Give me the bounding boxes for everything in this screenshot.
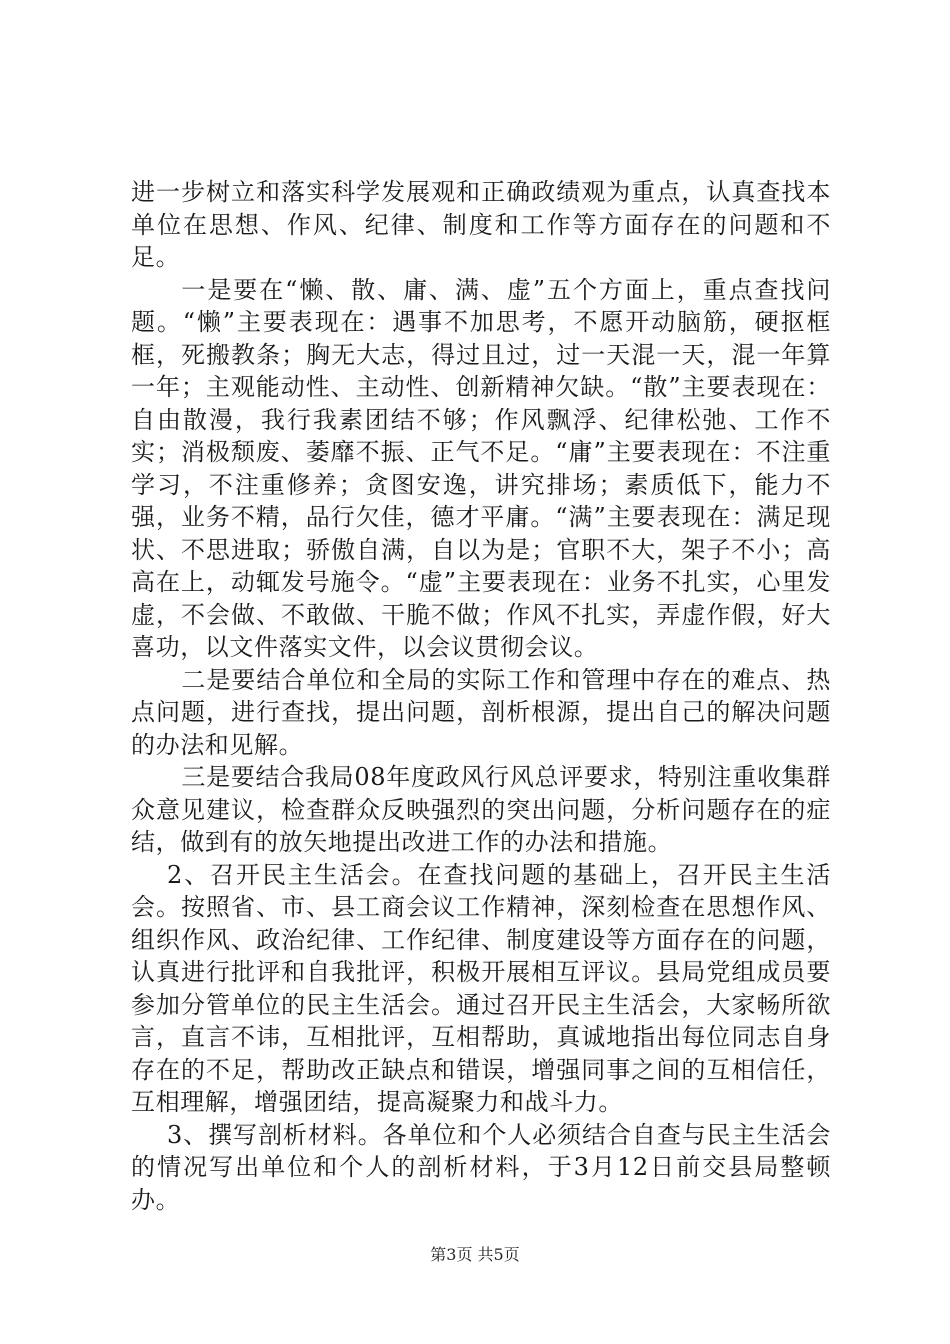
paragraph-democratic-meeting: 2、召开民主生活会。在查找问题的基础上，召开民主生活会。按照省、市、县工商会议工作精神，深刻检查在思想作风、组织作风、政治纪律、工作纪律、制度建设等方面存在的问题，认真进行批评和自我批评，积极开展相互评议。县局党组成员要参加分管单位的民主生活会。通过召开民主生活会，大家畅所欲言，直言不讳，互相批评，互相帮助，真诚地指出每位同志自身存在的不足，帮助改正缺点和错误，增强同事之间的互相信任，互相理解，增强团结，提高凝聚力和战斗力。 [131, 860, 831, 1116]
page-footer: 第3页 共5页 [430, 1245, 520, 1264]
paragraph-lazy-scattered: 一是要在“懒、散、庸、满、虚”五个方面上，重点查找问题。“懒”主要表现在：遇事不加思考，不愿开动脑筋，硬抠框框，死搬教条；胸无大志，得过且过，过一天混一天，混一年算一年；主观能动性、主动性、创新精神欠缺。“散”主要表现在：自由散漫，我行我素团结不够；作风飘浮、纪律松弛、工作不实；消极颓废、萎靡不振、正气不足。“庸”主要表现在：不注重学习，不注重修养；贪图安逸，讲究排场；素质低下，能力不强，业务不精，品行欠佳，德才平庸。“满”主要表现在：满足现状、不思进取；骄傲自满，自以为是；官职不大，架子不小；高高在上，动辄发号施令。“虚”主要表现在：业务不扎实，心里发虚，不会做、不敢做、干脆不做；作风不扎实，弄虚作假，好大喜功，以文件落实文件，以会议贯彻会议。 [131, 275, 831, 661]
document-body [131, 176, 831, 1216]
paragraph-analysis-materials: 3、撰写剖析材料。各单位和个人必须结合自查与民主生活会的情况写出单位和个人的剖析材料，于3月12日前交县局整顿办。 [131, 1120, 831, 1214]
paragraph-continuation: 进一步树立和落实科学发展观和正确政绩观为重点，认真查找本单位在思想、作风、纪律、制度和工作等方面存在的问题和不足。 [131, 178, 831, 271]
paragraph-difficult-issues: 二是要结合单位和全局的实际工作和管理中存在的难点、热点问题，进行查找，提出问题，剖析根源，提出自己的解决问题的办法和见解。 [131, 665, 831, 759]
paragraph-public-opinion: 三是要结合我局08年度政风行风总评要求，特别注重收集群众意见建议，检查群众反映强烈的突出问题，分析问题存在的症结，做到有的放矢地提出改进工作的办法和措施。 [131, 763, 831, 856]
